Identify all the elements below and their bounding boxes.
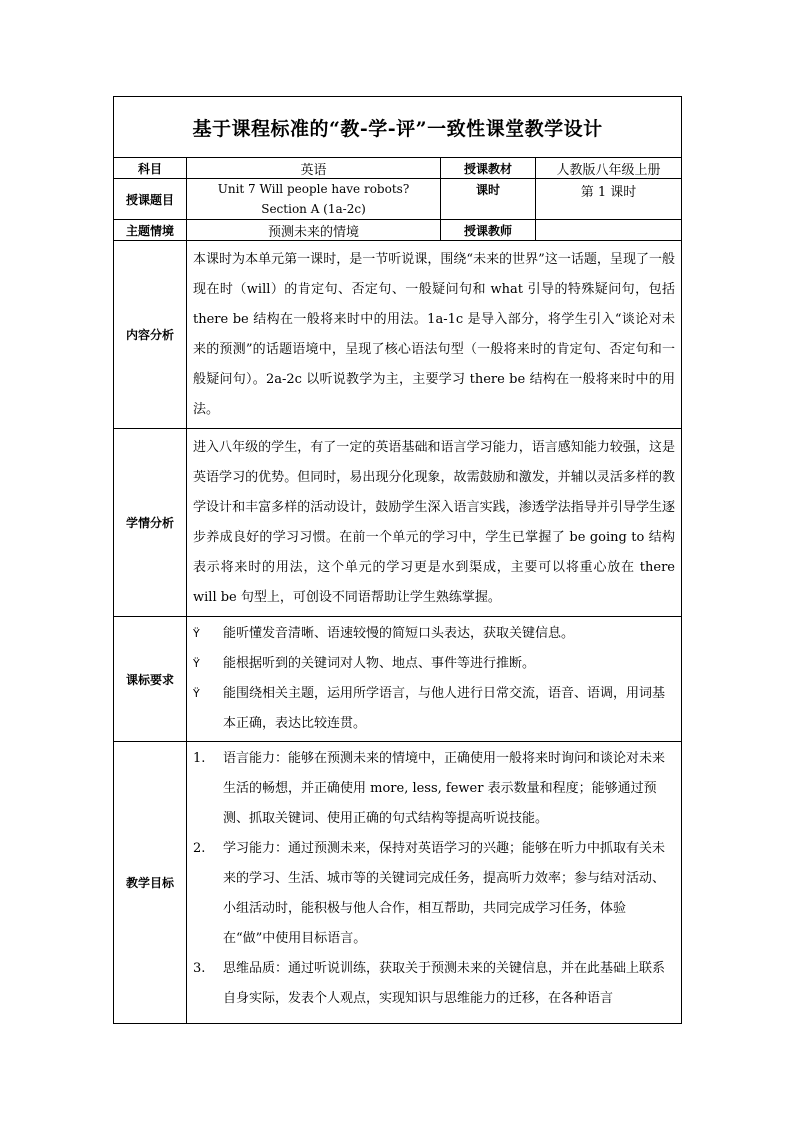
- content-analysis-text: 本课时为本单元第一课时，是一节听说课，围绕“未来的世界”这一话题，呈现了一般现在时（will）的肯定句、否定句、一般疑问句和 what 引导的特殊疑问句，包括 there be 结构在一般将来时中的用法。1a-1c 是导入部分，将学生引入“谈论对未来的预测”的话题语境中，呈现了核心语法句型（一般将来时的肯定句、否定句和一般疑问句）。2a-2c 以听说教学为主，主要学习 there be 结构在一般将来时中的用法。: [187, 241, 682, 429]
- topic-value: [187, 179, 441, 220]
- list-item: [193, 744, 675, 834]
- objective-text: 学习能力：通过预测未来，保持对英语学习的兴趣；能够在听力中抓取有关未来的学习、生活、城市等的关键词完成任务，提高听力效率；参与结对活动、小组活动时，能积极与他人合作，相互帮助，共同完成学习任务，体验在“做”中使用目标语言。: [223, 841, 666, 946]
- topic-line-2: Section A (1a-2c): [261, 202, 366, 216]
- list-item: [193, 619, 675, 649]
- list-item: [193, 649, 675, 679]
- bullet-icon: Ÿ: [193, 687, 200, 700]
- list-item: [193, 834, 675, 954]
- objective-number: 2.: [193, 841, 206, 856]
- context-value: 预测未来的情境: [187, 220, 441, 241]
- page-title: 基于课程标准的“教-学-评”一致性课堂教学设计: [114, 97, 682, 158]
- curriculum-list: [187, 617, 682, 742]
- content-analysis-label: 内容分析: [114, 241, 187, 429]
- period-value: 第 1 课时: [536, 179, 682, 220]
- list-item: [193, 679, 675, 739]
- subject-label: 科目: [114, 158, 187, 179]
- lesson-plan-table: [113, 96, 682, 1024]
- objective-text: 语言能力：能够在预测未来的情境中，正确使用一般将来时询问和谈论对未来生活的畅想，并正确使用 more, less, fewer 表示数量和程度；能够通过预测、抓取关键词、使用正确的句式结构等提高听说技能。: [223, 751, 666, 826]
- objective-number: 3.: [193, 961, 206, 976]
- material-label: 授课教材: [441, 158, 536, 179]
- curriculum-label: 课标要求: [114, 617, 187, 742]
- topic-label: 授课题目: [114, 179, 187, 220]
- subject-value: 英语: [187, 158, 441, 179]
- lesson-plan-page: [113, 96, 681, 1024]
- period-label: 课时: [441, 179, 536, 220]
- topic-line-1: Unit 7 Will people have robots?: [217, 182, 410, 196]
- teacher-label: 授课教师: [441, 220, 536, 241]
- curriculum-item-text: 能围绕相关主题，运用所学语言，与他人进行日常交流，语音、语调，用词基本正确，表达比较连贯。: [223, 686, 666, 731]
- teacher-value: [536, 220, 682, 241]
- objectives-list: [187, 742, 682, 1024]
- bullet-icon: Ÿ: [193, 657, 200, 670]
- curriculum-item-text: 能根据听到的关键词对人物、地点、事件等进行推断。: [223, 656, 536, 671]
- bullet-icon: Ÿ: [193, 627, 200, 640]
- learner-analysis-text: 进入八年级的学生，有了一定的英语基础和语言学习能力，语言感知能力较强，这是英语学习的优势。但同时，易出现分化现象，故需鼓励和激发，并辅以灵活多样的教学设计和丰富多样的活动设计，鼓励学生深入语言实践，渗透学法指导并引导学生逐步养成良好的学习习惯。在前一个单元的学习中，学生已掌握了 be going to 结构表示将来时的用法，这个单元的学习更是水到渠成，主要可以将重心放在 there will be 句型上，可创设不同语帮助让学生熟练掌握。: [187, 429, 682, 617]
- objective-text: 思维品质：通过听说训练，获取关于预测未来的关键信息，并在此基础上联系自身实际，发表个人观点，实现知识与思维能力的迁移，在各种语言: [223, 961, 666, 1006]
- objectives-label: 教学目标: [114, 742, 187, 1024]
- context-label: 主题情境: [114, 220, 187, 241]
- objectives-clip: [193, 744, 675, 1020]
- objective-number: 1.: [193, 751, 206, 766]
- material-value: 人教版八年级上册: [536, 158, 682, 179]
- list-item: [193, 954, 675, 1014]
- curriculum-item-text: 能听懂发音清晰、语速较慢的简短口头表达，获取关键信息。: [223, 626, 575, 641]
- learner-analysis-label: 学情分析: [114, 429, 187, 617]
